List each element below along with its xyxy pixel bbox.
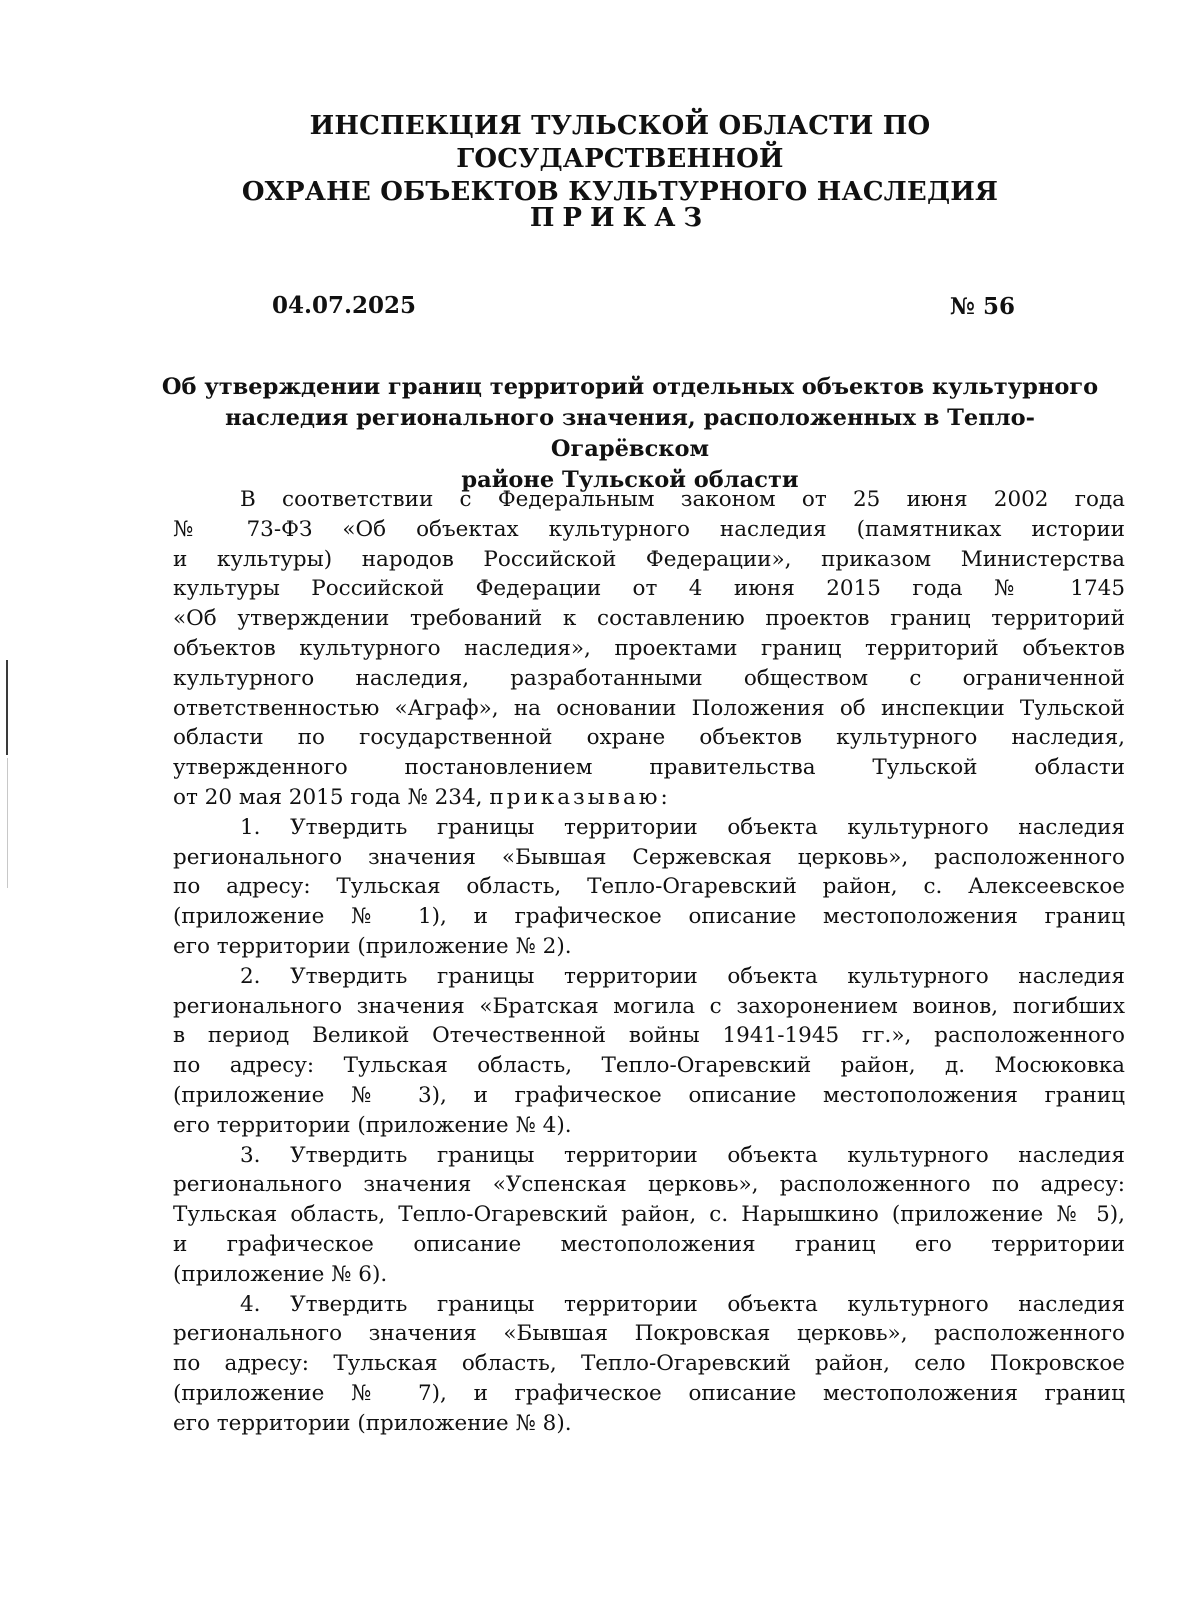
text-line: регионального значения «Братская могила с захоронением воинов, погибших xyxy=(173,993,1125,1019)
text-line: в период Великой Отечественной войны 1941-1945 гг.», расположенного xyxy=(173,1023,1125,1049)
subject-line: районе Тульской области xyxy=(461,467,799,493)
order-item-4 xyxy=(173,1290,1125,1439)
text-line: и культуры) народов Российской Федерации», приказом Министерства xyxy=(173,546,1125,572)
text-line: регионального значения «Бывшая Покровская церковь», расположенного xyxy=(173,1321,1125,1347)
organization-title-line: ОХРАНЕ ОБЪЕКТОВ КУЛЬТУРНОГО НАСЛЕДИЯ xyxy=(241,177,999,207)
scan-margin-mark-faint xyxy=(7,758,8,888)
text-line: утвержденного постановлением правительства Тульской области xyxy=(173,755,1125,781)
order-item-2 xyxy=(173,962,1125,1141)
text-line: его территории (приложение № 8). xyxy=(173,1410,572,1436)
document-date: 04.07.2025 xyxy=(272,292,417,319)
text-line: его территории (приложение № 4). xyxy=(173,1112,572,1138)
text-line xyxy=(173,783,1125,813)
text-line: № 73-ФЗ «Об объектах культурного наследия (памятниках истории xyxy=(173,516,1125,542)
text-line: (приложение № 1), и графическое описание местоположения границ xyxy=(173,904,1125,930)
document-body xyxy=(173,485,1125,1439)
text-line: 3. Утвердить границы территории объекта культурного наследия xyxy=(240,1142,1125,1168)
text-line: (приложение № 3), и графическое описание местоположения границ xyxy=(173,1082,1125,1108)
text-line: области по государственной охране объектов культурного наследия, xyxy=(173,725,1125,751)
order-word: приказываю: xyxy=(489,784,671,810)
text-line: «Об утверждении требований к составлению проектов границ территорий xyxy=(173,606,1125,632)
text-line: 2. Утвердить границы территории объекта культурного наследия xyxy=(240,963,1125,989)
organization-title-line: ИНСПЕКЦИЯ ТУЛЬСКОЙ ОБЛАСТИ ПО ГОСУДАРСТВЕННОЙ xyxy=(309,111,931,174)
text-line: по адресу: Тульская область, Тепло-Огаревский район, д. Мосюковка xyxy=(173,1053,1125,1079)
text-fragment: от 20 мая 2015 года № 234, xyxy=(173,784,483,810)
preamble-paragraph xyxy=(173,485,1125,813)
document-number: № 56 xyxy=(950,293,1016,320)
text-line: и графическое описание местоположения границ его территории xyxy=(173,1231,1125,1257)
text-line: регионального значения «Бывшая Сержевская церковь», расположенного xyxy=(173,844,1125,870)
text-line: объектов культурного наследия», проектами границ территорий объектов xyxy=(173,635,1125,661)
text-line: по адресу: Тульская область, Тепло-Огаревский район, село Покровское xyxy=(173,1351,1125,1377)
text-line: культурного наследия, разработанными обществом с ограниченной xyxy=(173,665,1125,691)
document-type: ПРИКАЗ xyxy=(529,203,711,233)
subject-line: Об утверждении границ территорий отдельных объектов культурного xyxy=(161,374,1099,400)
text-line: ответственностью «Аграф», на основании Положения об инспекции Тульской xyxy=(173,695,1125,721)
text-line: 1. Утвердить границы территории объекта культурного наследия xyxy=(240,814,1125,840)
text-line: (приложение № 7), и графическое описание местоположения границ xyxy=(173,1380,1125,1406)
text-line: регионального значения «Успенская церковь», расположенного по адресу: xyxy=(173,1172,1125,1198)
text-line: 4. Утвердить границы территории объекта культурного наследия xyxy=(240,1291,1125,1317)
text-line: В соответствии с Федеральным законом от 25 июня 2002 года xyxy=(240,487,1125,512)
organization-title xyxy=(150,110,1090,209)
document-subject xyxy=(160,372,1100,496)
subject-line: наследия регионального значения, расположенных в Тепло-Огарёвском xyxy=(225,405,1035,462)
text-line: его территории (приложение № 2). xyxy=(173,933,572,959)
text-line: Тульская область, Тепло-Огаревский район, с. Нарышкино (приложение № 5), xyxy=(173,1202,1125,1228)
order-item-3 xyxy=(173,1141,1125,1290)
text-line: (приложение № 6). xyxy=(173,1261,388,1287)
text-line: культуры Российской Федерации от 4 июня 2015 года № 1745 xyxy=(173,576,1125,602)
text-line: по адресу: Тульская область, Тепло-Огаревский район, с. Алексеевское xyxy=(173,874,1125,900)
scan-margin-mark xyxy=(6,660,8,755)
order-item-1 xyxy=(173,813,1125,962)
